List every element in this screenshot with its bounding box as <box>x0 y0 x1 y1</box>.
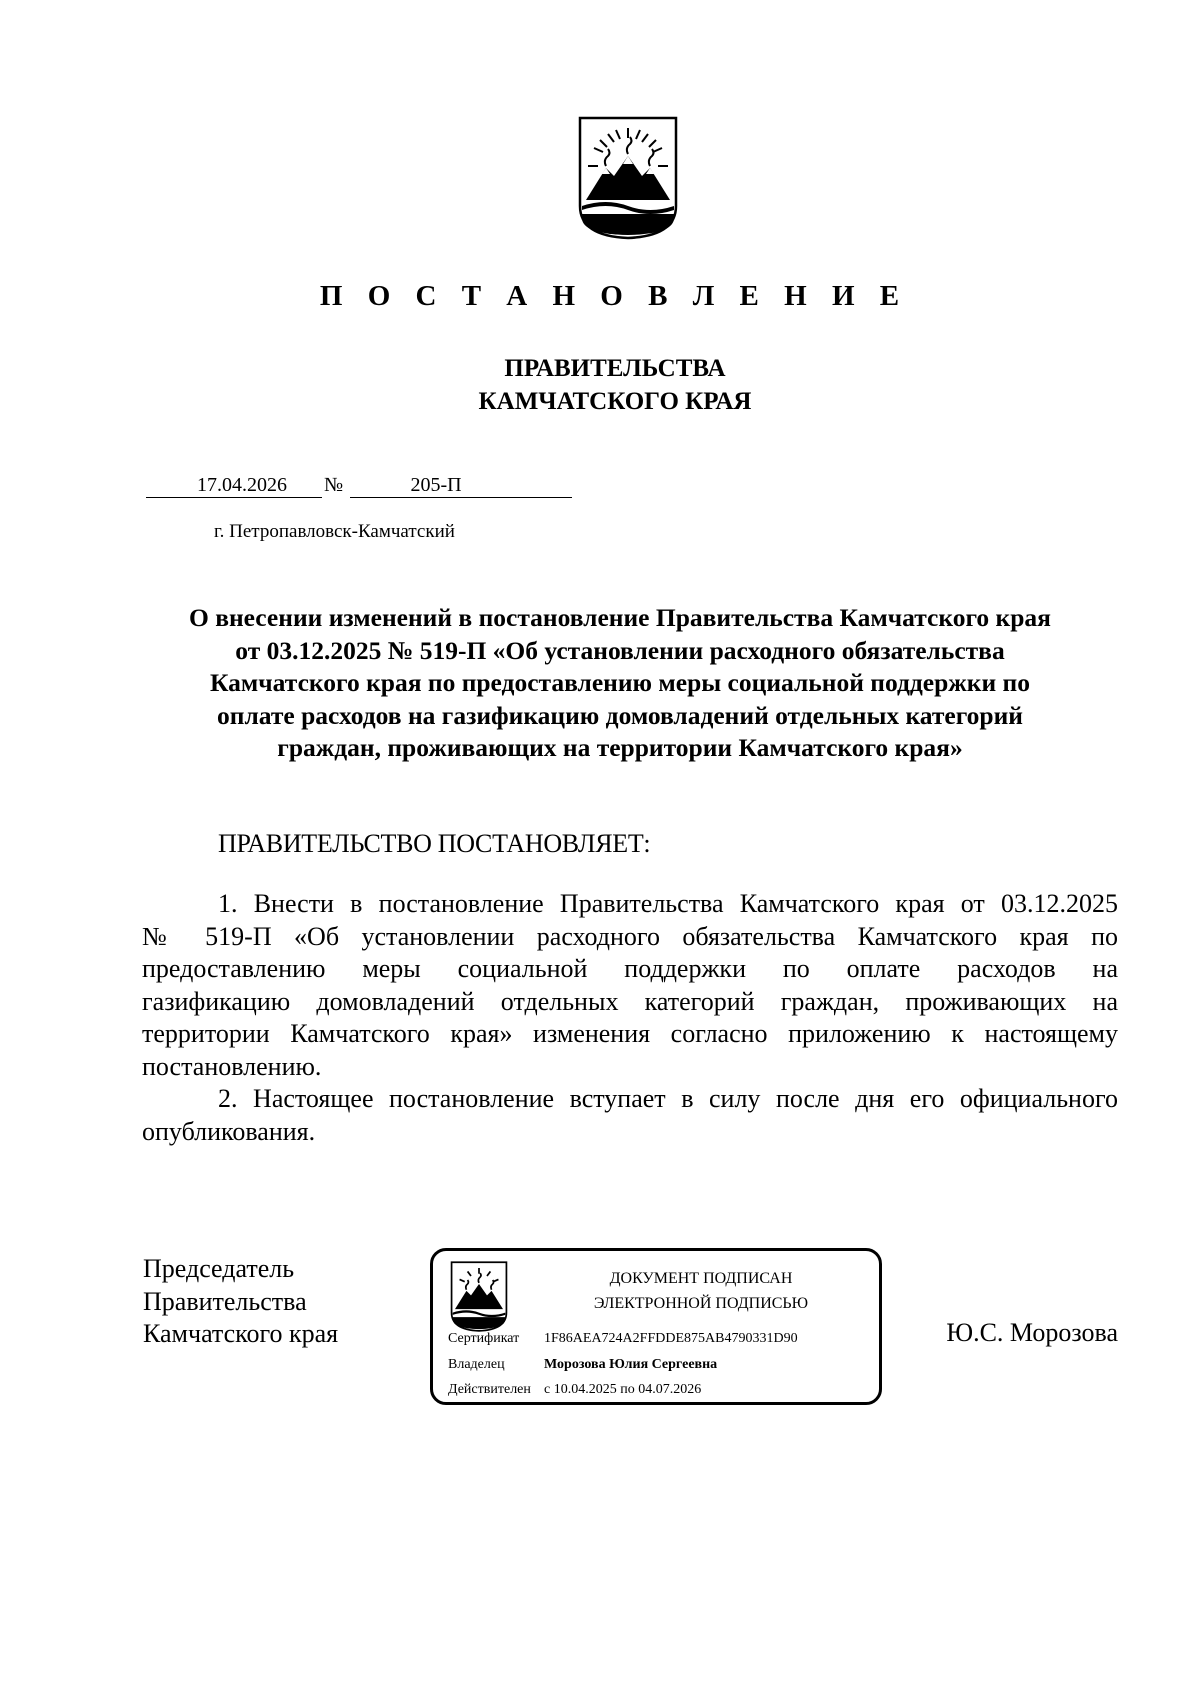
document-body <box>142 888 1118 1148</box>
issuer-line-2: КАМЧАТСКОГО КРАЯ <box>478 388 752 415</box>
subject-line: Камчатского края по предоставлению меры социальной поддержки по <box>210 668 1030 697</box>
subject-line: граждан, проживающих на территории Камчатского края» <box>277 733 963 762</box>
document-city: г. Петропавловск-Камчатский <box>214 521 455 542</box>
subject-line: оплате расходов на газификацию домовладений отдельных категорий <box>217 700 1023 730</box>
number-sign: № <box>324 474 344 496</box>
issuer-line-1: ПРАВИТЕЛЬСТВА <box>504 355 726 382</box>
document-date: 17.04.2026 <box>146 474 322 498</box>
certificate-value: 1F86AEA724A2FFDDE875AB4790331D90 <box>544 1331 798 1346</box>
owner-label: Владелец <box>448 1357 505 1372</box>
document-kind-title: П О С Т А Н О В Л Е Н И Е <box>319 280 909 312</box>
kamchatka-coat-of-arms-icon <box>576 114 680 240</box>
body-line: постановлению. <box>142 1051 322 1081</box>
stamp-title <box>533 1266 869 1316</box>
body-line: газификацию домовладений отдельных категорий граждан, проживающих на <box>142 986 1118 1016</box>
certificate-label: Сертификат <box>448 1331 520 1346</box>
signer-position-line: Правительства <box>143 1286 307 1316</box>
validity-value: с 10.04.2025 по 04.07.2026 <box>544 1382 702 1397</box>
issuer-title <box>0 352 1200 418</box>
body-line: 2. Настоящее постановление вступает в силу после дня его официального <box>218 1084 1118 1113</box>
body-line: предоставлению меры социальной поддержки по оплате расходов на <box>142 954 1118 983</box>
stamp-title-line: ЭЛЕКТРОННОЙ ПОДПИСЬЮ <box>593 1295 809 1312</box>
signer-position <box>143 1253 338 1351</box>
subject-line: О внесении изменений в постановление Правительства Камчатского края <box>189 603 1051 632</box>
document-subject <box>120 602 1120 765</box>
stamp-title-line: ДОКУМЕНТ ПОДПИСАН <box>609 1270 793 1287</box>
stamp-owner-row <box>448 1357 717 1373</box>
signer-position-line: Председатель <box>143 1254 295 1283</box>
body-line: опубликования. <box>142 1116 316 1146</box>
stamp-certificate-row <box>448 1331 798 1347</box>
signer-name: Ю.С. Морозова <box>946 1318 1118 1347</box>
body-line: № 519-П «Об установлении расходного обязательства Камчатского края по <box>142 921 1118 951</box>
document-number: 205-П <box>350 474 572 498</box>
validity-label: Действителен <box>448 1382 531 1397</box>
kamchatka-coat-of-arms-icon <box>449 1260 509 1332</box>
stamp-validity-row <box>448 1382 701 1398</box>
body-line: территории Камчатского края» изменения согласно приложению к настоящему <box>142 1019 1118 1048</box>
decree-heading: ПРАВИТЕЛЬСТВО ПОСТАНОВЛЯЕТ: <box>218 829 651 858</box>
owner-value: Морозова Юлия Сергеевна <box>544 1357 718 1372</box>
signer-position-line: Камчатского края <box>143 1319 339 1348</box>
body-line: 1. Внести в постановление Правительства Камчатского края от 03.12.2025 <box>218 889 1118 918</box>
subject-line: от 03.12.2025 № 519-П «Об установлении расходного обязательства <box>235 635 1005 665</box>
electronic-signature-stamp <box>430 1248 882 1405</box>
